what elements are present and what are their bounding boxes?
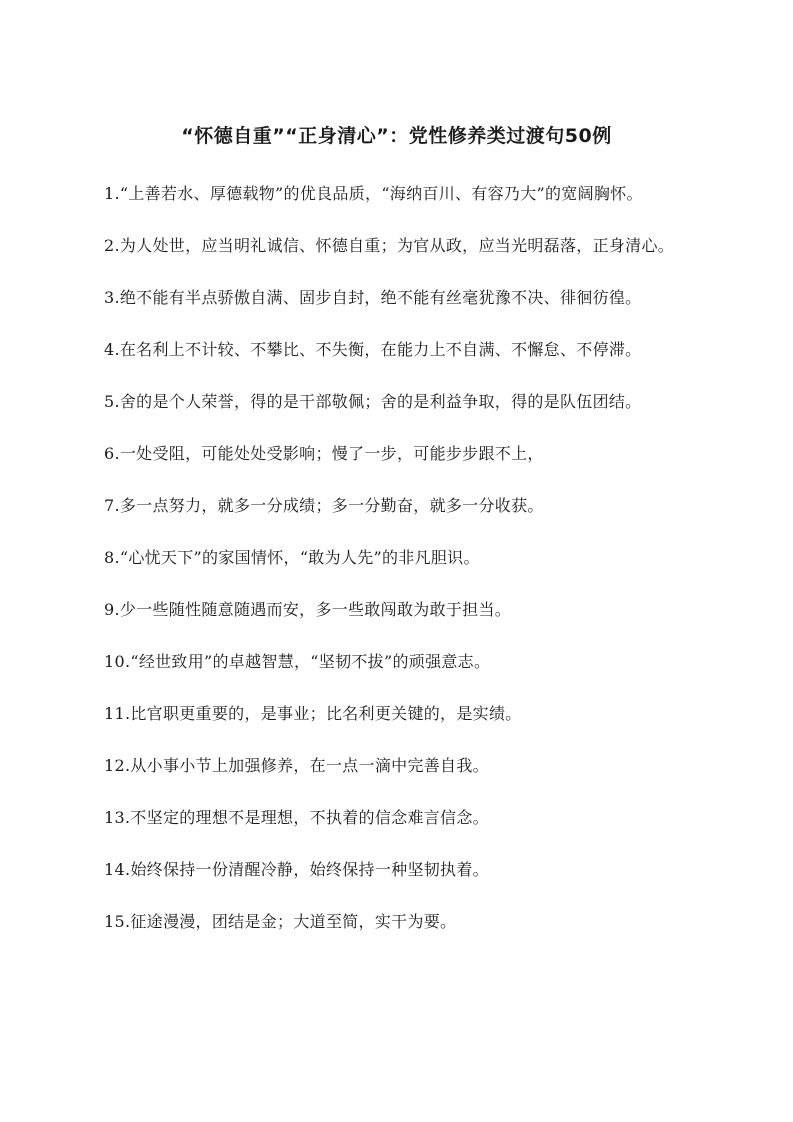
list-item: 12.从小事小节上加强修养，在一点一滴中完善自我。 xyxy=(104,756,489,775)
list-item: 15.征途漫漫，团结是金；大道至简，实干为要。 xyxy=(104,912,457,931)
list-item: 10.“经世致用”的卓越智慧，“坚韧不拔”的顽强意志。 xyxy=(104,652,491,671)
transition-sentence-list xyxy=(72,174,722,954)
list-item: 11.比官职更重要的，是事业；比名利更关键的，是实绩。 xyxy=(104,704,522,723)
list-item: 7.多一点努力，就多一分成绩；多一分勤奋，就多一分收获。 xyxy=(104,496,544,515)
list-item: 13.不坚定的理想不是理想，不执着的信念难言信念。 xyxy=(104,808,489,827)
list-item: 8.“心忧天下”的家国情怀，“敢为人先”的非凡胆识。 xyxy=(104,548,480,567)
document-title: “怀德自重”“正身清心”：党性修养类过渡句50例 xyxy=(181,125,612,147)
list-item: 2.为人处世，应当明礼诚信、怀德自重；为官从政，应当光明磊落，正身清心。 xyxy=(104,236,675,255)
list-item: 4.在名利上不计较、不攀比、不失衡，在能力上不自满、不懈怠、不停滞。 xyxy=(104,340,642,359)
list-item: 9.少一些随性随意随遇而安，多一些敢闯敢为敢于担当。 xyxy=(104,600,512,619)
list-item: 5.舍的是个人荣誉，得的是干部敬佩；舍的是利益争取，得的是队伍团结。 xyxy=(104,392,642,411)
list-item: 3.绝不能有半点骄傲自满、固步自封，绝不能有丝毫犹豫不决、徘徊彷徨。 xyxy=(104,288,642,307)
list-item: 14.始终保持一份清醒冷静，始终保持一种坚韧执着。 xyxy=(104,860,489,879)
list-item: 6.一处受阻，可能处处受影响；慢了一步，可能步步跟不上， xyxy=(104,444,544,463)
list-item: 1.“上善若水、厚德载物”的优良品质，“海纳百川、有容乃大”的宽阔胸怀。 xyxy=(104,184,643,203)
